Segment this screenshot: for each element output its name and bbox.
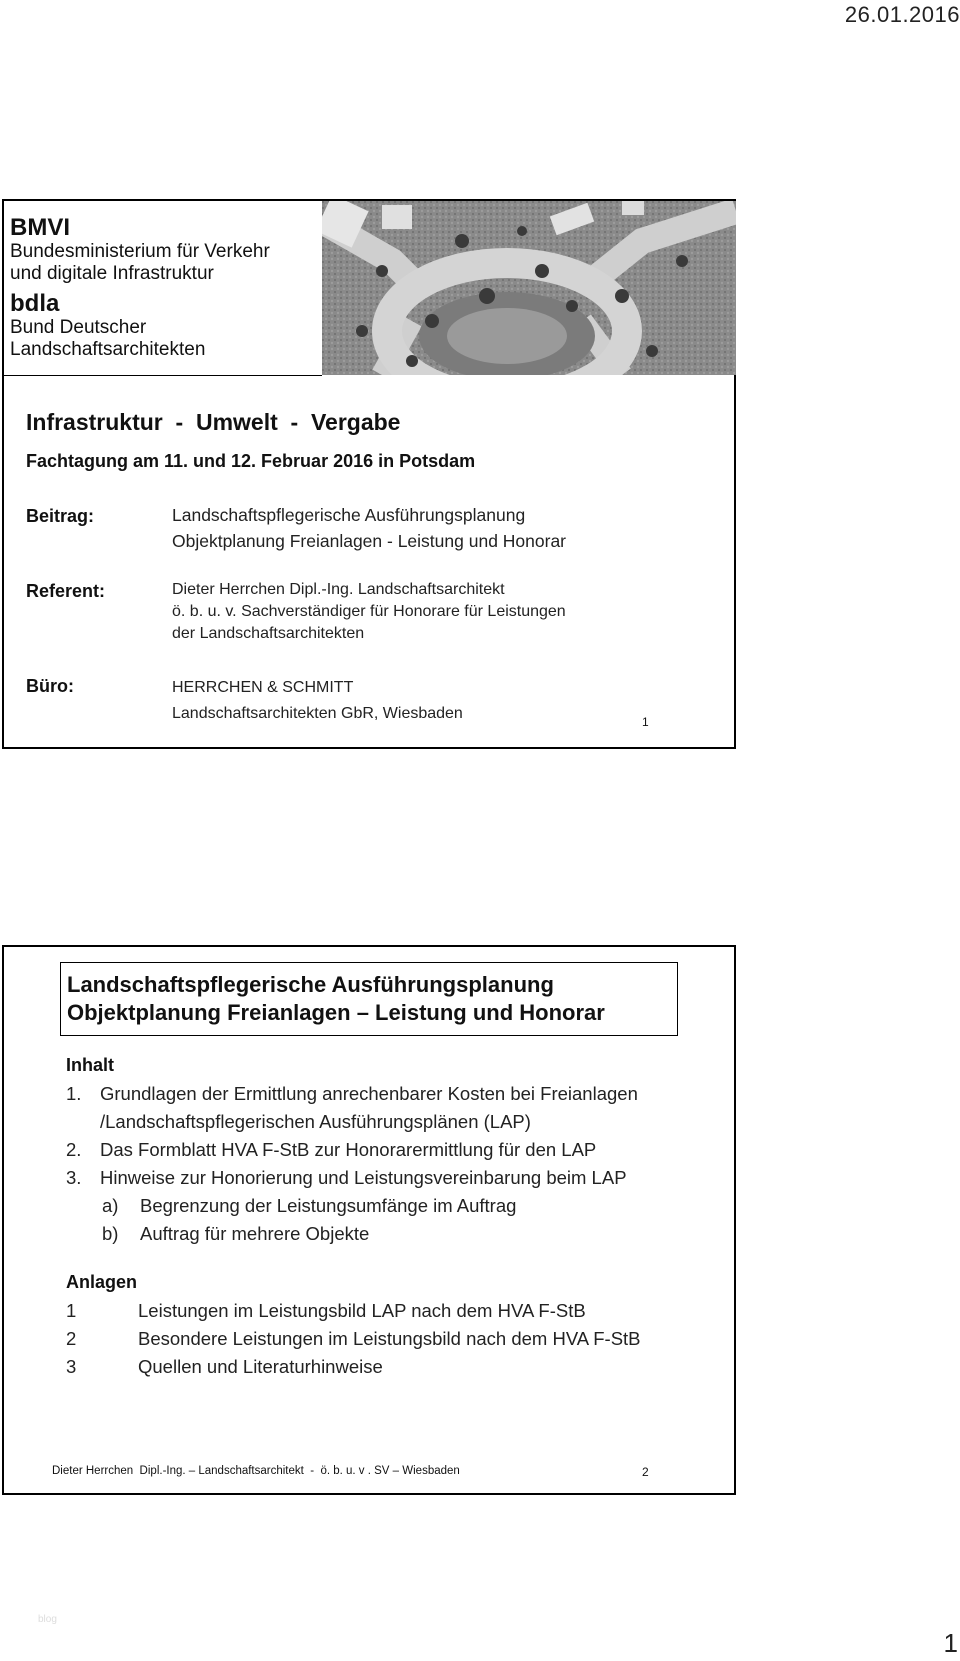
referent-line-3: der Landschaftsarchitekten bbox=[172, 625, 365, 642]
slide-1 bbox=[2, 199, 736, 749]
annex-text: Besondere Leistungen im Leistungsbild nach dem HVA F-StB bbox=[138, 1328, 641, 1349]
bmvi-line-2: und digitale Infrastruktur bbox=[10, 263, 214, 284]
subitem-letter: b) bbox=[102, 1223, 119, 1244]
beitrag-line-1: Landschaftspflegerische Ausführungsplanung bbox=[172, 505, 526, 525]
page-number: 1 bbox=[943, 1628, 958, 1658]
aerial-roundabout-photo bbox=[322, 201, 736, 375]
slide-2 bbox=[2, 945, 736, 1495]
annex-number: 3 bbox=[66, 1356, 77, 1377]
bmvi-acronym: BMVI bbox=[10, 214, 70, 241]
annex-text: Leistungen im Leistungsbild LAP nach dem HVA F-StB bbox=[138, 1300, 586, 1321]
referent-value bbox=[172, 579, 566, 645]
contents-subitem bbox=[102, 1223, 369, 1245]
header-divider bbox=[4, 375, 322, 376]
contents-heading: Inhalt bbox=[66, 1055, 114, 1075]
annex-item bbox=[66, 1356, 383, 1378]
label-referent: Referent: bbox=[26, 581, 106, 601]
slide-number: 1 bbox=[642, 715, 649, 729]
item-text: Hinweise zur Honorierung und Leistungsvereinbarung beim LAP bbox=[100, 1167, 627, 1188]
item-number: 3. bbox=[66, 1167, 82, 1188]
beitrag-line-2: Objektplanung Freianlagen - Leistung und Honorar bbox=[172, 531, 567, 551]
print-date: 26.01.2016 bbox=[844, 2, 960, 27]
item-text: Das Formblatt HVA F-StB zur Honorarermittlung für den LAP bbox=[100, 1139, 597, 1160]
referent-line-2: ö. b. u. v. Sachverständiger für Honorare für Leistungen bbox=[172, 603, 566, 620]
watermark: blog bbox=[38, 1614, 57, 1625]
slide-footer: Dieter Herrchen Dipl.-Ing. – Landschaftsarchitekt - ö. b. u. v . SV – Wiesbaden bbox=[52, 1465, 460, 1477]
annex-number: 1 bbox=[66, 1300, 77, 1321]
contents-item bbox=[66, 1167, 627, 1189]
item-number: 1. bbox=[66, 1083, 82, 1104]
slide-title-line-2: Objektplanung Freianlagen – Leistung und Honorar bbox=[67, 1000, 605, 1025]
event-subtitle: Fachtagung am 11. und 12. Februar 2016 in Potsdam bbox=[26, 451, 476, 471]
subitem-text: Auftrag für mehrere Objekte bbox=[140, 1223, 370, 1244]
contents-item bbox=[66, 1111, 531, 1133]
item-number: 2. bbox=[66, 1139, 82, 1160]
event-title: Infrastruktur - Umwelt - Vergabe bbox=[26, 409, 401, 435]
subitem-text: Begrenzung der Leistungsumfänge im Auftrag bbox=[140, 1195, 517, 1216]
annex-number: 2 bbox=[66, 1328, 77, 1349]
contents-subitem bbox=[102, 1195, 516, 1217]
item-text: /Landschaftspflegerischen Ausführungsplänen (LAP) bbox=[100, 1111, 531, 1132]
bmvi-line-1: Bundesministerium für Verkehr bbox=[10, 241, 270, 262]
slide-number: 2 bbox=[642, 1465, 649, 1479]
buero-line-2: Landschaftsarchitekten GbR, Wiesbaden bbox=[172, 705, 463, 722]
buero-value bbox=[172, 675, 463, 727]
contents-item bbox=[66, 1139, 596, 1161]
label-buero: Büro: bbox=[26, 676, 74, 696]
bdla-line-2: Landschaftsarchitekten bbox=[10, 339, 206, 360]
annex-heading: Anlagen bbox=[66, 1272, 138, 1292]
bdla-acronym: bdla bbox=[10, 290, 60, 317]
beitrag-value bbox=[172, 502, 566, 554]
label-beitrag: Beitrag: bbox=[26, 506, 95, 526]
contents-item bbox=[66, 1083, 638, 1105]
annex-item bbox=[66, 1300, 586, 1322]
referent-line-1: Dieter Herrchen Dipl.-Ing. Landschaftsarchitekt bbox=[172, 581, 505, 598]
item-text: Grundlagen der Ermittlung anrechenbarer Kosten bei Freianlagen bbox=[100, 1083, 638, 1104]
annex-text: Quellen und Literaturhinweise bbox=[138, 1356, 383, 1377]
slide-title-box bbox=[60, 962, 678, 1036]
slide-title-line-1: Landschaftspflegerische Ausführungsplanung bbox=[67, 972, 554, 997]
bdla-line-1: Bund Deutscher bbox=[10, 317, 147, 338]
subitem-letter: a) bbox=[102, 1195, 119, 1216]
buero-line-1: HERRCHEN & SCHMITT bbox=[172, 679, 354, 696]
logo-block bbox=[10, 211, 320, 361]
annex-item bbox=[66, 1328, 641, 1350]
